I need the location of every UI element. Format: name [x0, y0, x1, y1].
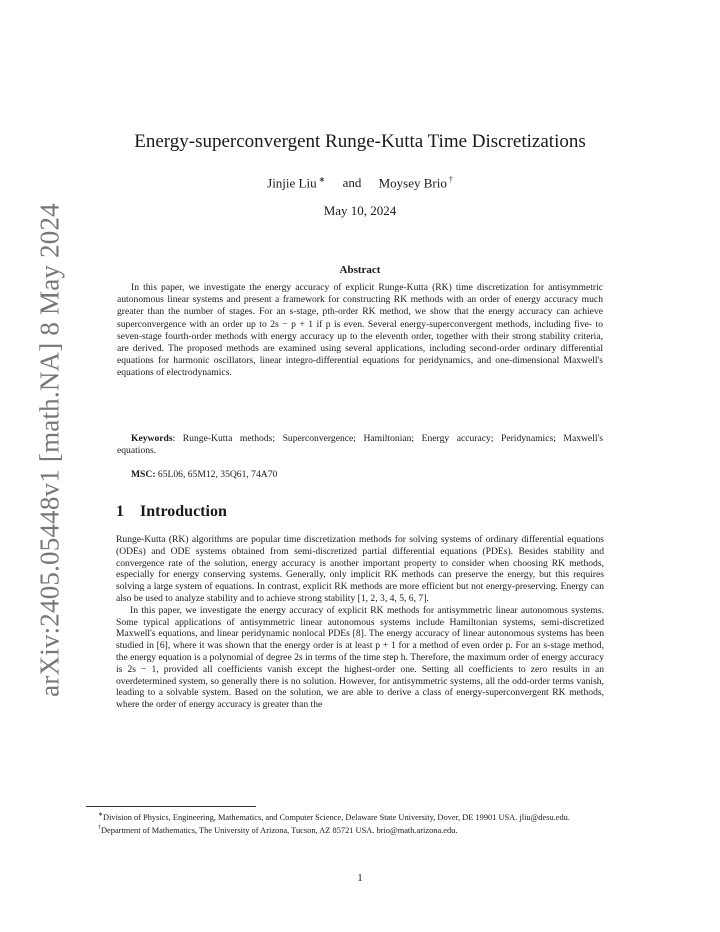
keywords-text: : Runge-Kutta methods; Superconvergence; Hamiltonian; Energy accuracy; Peridynamics; Maxwell's equations.	[117, 433, 603, 457]
arxiv-identifier-stamp: arXiv:2405.05448v1 [math.NA] 8 May 2024	[34, 203, 65, 697]
msc-codes: 65L06, 65M12, 35Q61, 74A70	[155, 469, 278, 480]
footnote-text: Division of Physics, Engineering, Mathematics, and Computer Science, Delaware State University, Dover, DE 19901 USA. jliu@desu.edu.	[103, 812, 570, 822]
footnote	[86, 823, 636, 836]
abstract-text: In this paper, we investigate the energy accuracy of explicit Runge-Kutta (RK) time discretization for antisymmetric autonomous linear systems and present a framework for constructing RK methods with an order of energy accuracy much greater than the number of stages. For an s-stage, pth-order RK method, we show that the energy accuracy can achieve superconvergence with an order up to 2s − p + 1 if p is even. Several energy-superconvergent methods, including five- to seven-stage fourth-order methods with energy accuracy up to the eleventh order, together with their strong stability criteria, are derived. The proposed methods are examined using several applications, including second-order ordinary differential equations for harmonic oscillators, linear integro-differential equations for peridynamics, and one-dimensional Maxwell's equations of electrodynamics.	[117, 282, 603, 379]
msc-line	[117, 469, 603, 481]
author-separator: and	[342, 175, 362, 191]
paragraph: In this paper, we investigate the energy accuracy of explicit RK methods for antisymmetric linear autonomous systems. Some typical applications of antisymmetric linear autonomous systems include Hamiltonian systems, semi-discretized Maxwell's equations, and linear peridynamic nonlocal PDEs [8]. The energy accuracy of linear autonomous systems has been studied in [6], where it was shown that the energy order is at least p + 1 for a method of even order p. For an s-stage method, the energy equation is a polynomial of degree 2s in terms of the time step h. Therefore, the maximum order of energy accuracy is 2s − 1, provided all coefficients vanish except the highest-order one. Setting all coefficients to zero results in an overdetermined system, so generally there is no solution. However, for antisymmetric systems, all the odd-order terms vanish, leading to a solvable system. Based on the solution, we are able to derive a class of energy-superconvergent RK methods, where the order of energy accuracy is greater than the	[116, 604, 604, 711]
keywords-line	[117, 433, 603, 457]
footnotes	[86, 810, 636, 836]
footnote-divider	[86, 806, 256, 807]
msc-label: MSC:	[131, 469, 156, 480]
abstract-heading: Abstract	[339, 264, 381, 276]
keywords-label: Keywords	[131, 433, 173, 444]
footnote	[86, 810, 636, 823]
section-number: 1	[116, 503, 124, 520]
paper-title: Energy-superconvergent Runge-Kutta Time Discretizations	[134, 131, 586, 152]
author-name: Jinjie Liu	[267, 175, 317, 191]
introduction-body	[116, 534, 604, 711]
author-name: Moysey Brio	[378, 175, 447, 191]
footnote-mark: ∗	[98, 812, 104, 818]
footnote-mark: †	[98, 824, 101, 831]
paper-date: May 10, 2024	[323, 203, 397, 218]
footnote-mark: ∗	[318, 175, 326, 184]
page-number: 1	[357, 872, 363, 884]
footnote-text: Department of Mathematics, The University of Arizona, Tucson, AZ 85721 USA. brio@math.arizona.edu.	[101, 825, 458, 835]
section-heading	[116, 503, 227, 521]
author-line	[0, 175, 720, 191]
section-title: Introduction	[140, 503, 227, 520]
paragraph: Runge-Kutta (RK) algorithms are popular time discretization methods for solving systems of ordinary differential equations (ODEs) and ODE systems obtained from semi-discretized partial differential equations (PDEs). Besides stability and convergence rate of the solution, energy accuracy is another important property to consider when choosing RK methods, especially for energy conserving systems. Generally, only implicit RK methods can preserve the energy, but this requires solving a large system of equations. In contrast, explicit RK methods are more efficient but not energy-preserving. Energy can also be used to analyze stability and to achieve strong stability [1, 2, 3, 4, 5, 6, 7].	[116, 534, 604, 604]
footnote-mark: †	[448, 175, 453, 184]
